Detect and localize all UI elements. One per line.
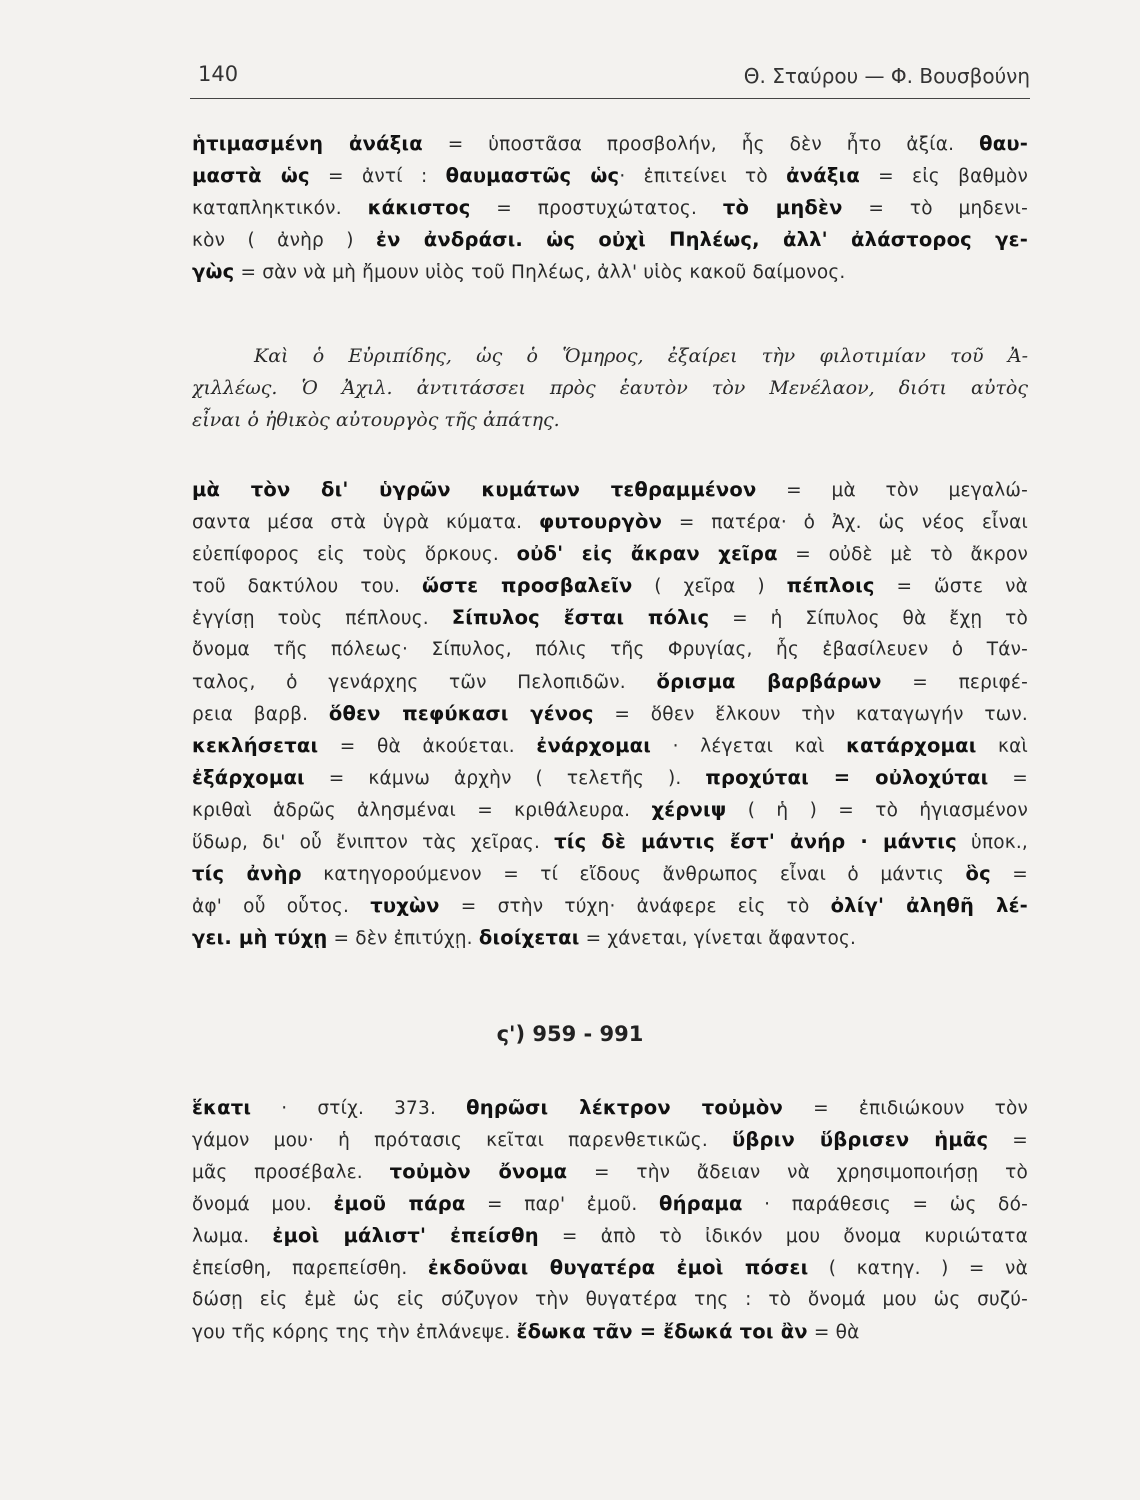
gloss-text: τοῦ δακτύλου του. [192,576,423,597]
text-line [192,826,1028,858]
lemma-term: ἕκατι [192,1096,252,1119]
gloss-text: λωμα. [192,1226,273,1247]
text-line [192,1156,1028,1188]
gloss-text: ὕδωρ, δι' οὗ ἔνιπτον τὰς χεῖρας. [192,832,555,853]
gloss-text: ὄνομα τῆς πόλεως· Σίπυλος, πόλις τῆς Φρυγίας, ἧς ἐβασίλευεν ὁ Τάν- [192,639,1028,660]
lemma-term: κεκλήσεται [192,734,319,757]
lemma-term: διοίχεται [478,926,580,949]
lemma-term: μὰ τὸν δι' ὑγρῶν κυμάτων τεθραμμένον [192,478,757,501]
lemma-term: τυχὼν [370,894,440,917]
gloss-text: = κάμνω ἀρχὴν ( τελετῆς ). [304,768,706,789]
text-line [192,192,1028,224]
gloss-text: = θὰ ἀκούεται. [318,736,537,757]
gloss-text: κατηγορούμενον = τί εἴδους ἄνθρωπος εἶναι ὁ μάντις [301,864,966,885]
text-line [192,762,1028,794]
text-line [192,1284,1028,1316]
text-line [192,794,1028,826]
gloss-text: κριθαὶ ἁδρῶς ἀλησμέναι = κριθάλευρα. [192,800,652,821]
lemma-term: θήραμα [659,1192,743,1215]
gloss-text: = ὥστε νὰ [874,576,1028,597]
italic-line: Καὶ ὁ Εὐριπίδης, ὡς ὁ Ὅμηρος, ἐξαίρει τὴν φιλοτιμίαν τοῦ Ἀ- [254,345,1028,367]
lemma-term: ὥστε προσβαλεῖν [422,574,633,597]
gloss-text: = παρ' ἐμοῦ. [465,1194,659,1215]
lemma-term: ἐν ἀνδράσι. ὡς οὐχὶ Πηλέως, ἀλλ' ἀλάστορος γε- [376,228,1028,251]
gloss-text: · ἐπιτείνει τὸ [619,166,787,187]
text-line [192,1124,1028,1156]
gloss-text: καταπληκτικόν. [192,198,368,219]
gloss-text: = θὰ [807,1322,860,1343]
page-header [190,62,1030,99]
gloss-text: = προστυχώτατος. [470,198,723,219]
gloss-text: ὑποκ., [956,832,1028,853]
gloss-text: κὸν ( ἀνὴρ ) [192,230,377,251]
gloss-text: = ἐπιδιώκουν τὸν [783,1098,1028,1119]
gloss-text: = τὸ μηδενι- [842,198,1028,219]
gloss-text: δώσῃ εἰς ἐμὲ ὡς εἰς σύζυγον τὴν θυγατέρα της : τὸ ὄνομά μου ὡς συζύ- [192,1289,1028,1310]
lemma-term: ἐξάρχομαι [192,766,305,789]
text-line [192,474,1028,506]
text-line [192,128,1028,160]
lemma-term: φυτουργὸν [538,510,663,533]
section-heading: ς') 959 - 991 [496,1022,644,1046]
gloss-text: = ὅθεν ἕλκουν τὴν καταγωγήν των. [593,704,1028,725]
lemma-term: ἐμοὶ μάλιστ' ἐπείσθη [272,1224,539,1247]
text-line [192,634,1028,666]
gloss-text: = περιφέ- [881,672,1028,693]
lemma-term: προχύται = οὐλοχύται [705,766,989,789]
gloss-text: = ἡ Σίπυλος θὰ ἔχῃ τὸ [709,608,1028,629]
gloss-text: ρεια βαρβ. [192,704,329,725]
gloss-text: ( ἡ ) = τὸ ἡγιασμένον [726,800,1028,821]
text-line [192,602,1028,634]
gloss-text: = εἰς βαθμὸν [859,166,1028,187]
gloss-text: ( χεῖρα ) [632,576,787,597]
text-line [192,1188,1028,1220]
gloss-text: = χάνεται, γίνεται ἄφαντος. [579,928,857,949]
lemma-term: ἀνάξια [786,164,860,187]
lemma-term: ὃς [965,862,991,885]
lemma-term: γὼς [192,260,235,283]
lemma-term: μαστὰ ὡς [192,164,310,187]
gloss-text: = στὴν τύχη· ἀνάφερε εἰς τὸ [439,896,831,917]
gloss-text: = [990,864,1028,885]
lemma-term: ἐκδοῦναι θυγατέρα ἐμοὶ πόσει [427,1256,809,1279]
text-line [192,570,1028,602]
gloss-text: · λέγεται καὶ [651,736,847,757]
gloss-text: = ὑποστᾶσα προσβολήν, ἧς δὲν ἦτο ἀξία. [422,134,980,155]
text-line [192,506,1028,538]
lemma-term: πέπλοις [786,574,875,597]
gloss-text: εὐεπίφορος εἰς τοὺς ὅρκους. [192,544,517,565]
text-line [192,666,1028,698]
lemma-term: χέρνιψ [651,798,727,821]
gloss-text: = [988,1130,1028,1151]
text-line [192,256,1028,288]
lemma-term: κάκιστος [367,196,471,219]
lemma-term: ὅθεν πεφύκασι γένος [328,702,594,725]
italic-line: χιλλέως. Ὁ Ἀχιλ. ἀντιτάσσει πρὸς ἑαυτὸν τὸν Μενέλαον, διότι αὐτὸς [192,377,1028,399]
text-line [192,858,1028,890]
gloss-text: = ἀπὸ τὸ ἰδικόν μου ὄνομα κυριώτατα [538,1226,1028,1247]
text-line [192,224,1028,256]
lemma-term: τίς δὲ μάντις ἔστ' ἀνήρ · μάντις [554,830,957,853]
gloss-text: = σὰν νὰ μὴ ἤμουν υἱὸς τοῦ Πηλέως, ἀλλ' υἱὸς κακοῦ δαίμονος. [234,262,846,283]
gloss-text: μᾶς προσέβαλε. [192,1162,390,1183]
text-line [192,160,1028,192]
gloss-text: = δὲν ἐπιτύχῃ. [327,928,479,949]
text-line [192,922,1028,954]
text-line [192,538,1028,570]
text-line [192,890,1028,922]
gloss-text: ἀφ' οὗ οὗτος. [192,896,371,917]
gloss-text: ταλος, ὁ γενάρχης τῶν Πελοπιδῶν. [192,672,657,693]
gloss-text: γάμον μου· ἡ πρότασις κεῖται παρενθετικῶς. [192,1130,732,1151]
page-number: 140 [198,62,239,86]
text-line [192,1252,1028,1284]
lemma-term: ἐμοῦ πάρα [333,1192,466,1215]
gloss-text: = πατέρα· ὁ Ἀχ. ὡς νέος εἶναι [662,512,1028,533]
lemma-term: Σίπυλος ἔσται πόλις [451,606,710,629]
lemma-term: τίς ἀνὴρ [192,862,302,885]
gloss-text: = τὴν ἄδειαν νὰ χρησιμοποιήσῃ τὸ [567,1162,1028,1183]
lemma-term: τοὐμὸν ὄνομα [389,1160,568,1183]
gloss-text: ἐπείσθη, παρεπείσθη. [192,1258,428,1279]
lemma-term: ὅρισμα βαρβάρων [656,670,882,693]
commentary-paragraph-2 [192,474,1028,954]
gloss-text: ἐγγίσῃ τοὺς πέπλους. [192,608,452,629]
lemma-term: ἐνάρχομαι [536,734,652,757]
text-line [192,1092,1028,1124]
gloss-text: ὄνομά μου. [192,1194,334,1215]
gloss-text: = οὐδὲ μὲ τὸ ἄκρον [777,544,1028,565]
gloss-text: σαντα μέσα στὰ ὑγρὰ κύματα. [192,512,539,533]
italic-line: εἶναι ὁ ἠθικὸς αὐτουργὸς τῆς ἀπάτης. [192,409,560,431]
text-line [192,1220,1028,1252]
gloss-text: καὶ [976,736,1028,757]
commentary-paragraph-1 [192,128,1028,288]
running-title: Θ. Σταύρου — Φ. Βουσβούνη [743,64,1030,88]
text-line [192,730,1028,762]
lemma-term: ὕβριν ὕβρισεν ἡμᾶς [731,1128,989,1151]
text-line [192,1316,1028,1348]
commentary-paragraph-3 [192,1092,1028,1348]
lemma-term: θηρῶσι λέκτρον τοὐμὸν [466,1096,784,1119]
text-line [192,698,1028,730]
italic-note-paragraph [192,340,1028,436]
gloss-text: = ἀντί : [309,166,446,187]
lemma-term: ὀλίγ' ἀληθῆ λέ- [830,894,1028,917]
gloss-text: · στίχ. 373. [251,1098,467,1119]
lemma-term: ἔδωκα τᾶν = ἔδωκά τοι ἂν [516,1320,808,1343]
lemma-term: θαυ- [979,132,1028,155]
gloss-text: ( κατηγ. ) = νὰ [808,1258,1028,1279]
gloss-text: γου τῆς κόρης της τὴν ἐπλάνεψε. [192,1322,517,1343]
lemma-term: κατάρχομαι [846,734,977,757]
lemma-term: γει. μὴ τύχῃ [192,926,328,949]
gloss-text: = μὰ τὸν μεγαλώ- [756,480,1028,501]
lemma-term: ἡτιμασμένη ἀνάξια [192,132,423,155]
lemma-term: οὐδ' εἰς ἄκραν χεῖρα [516,542,778,565]
lemma-term: τὸ μηδὲν [722,196,843,219]
lemma-term: θαυμαστῶς ὡς [445,164,620,187]
gloss-text: = [988,768,1028,789]
gloss-text: · παράθεσις = ὡς δό- [742,1194,1028,1215]
